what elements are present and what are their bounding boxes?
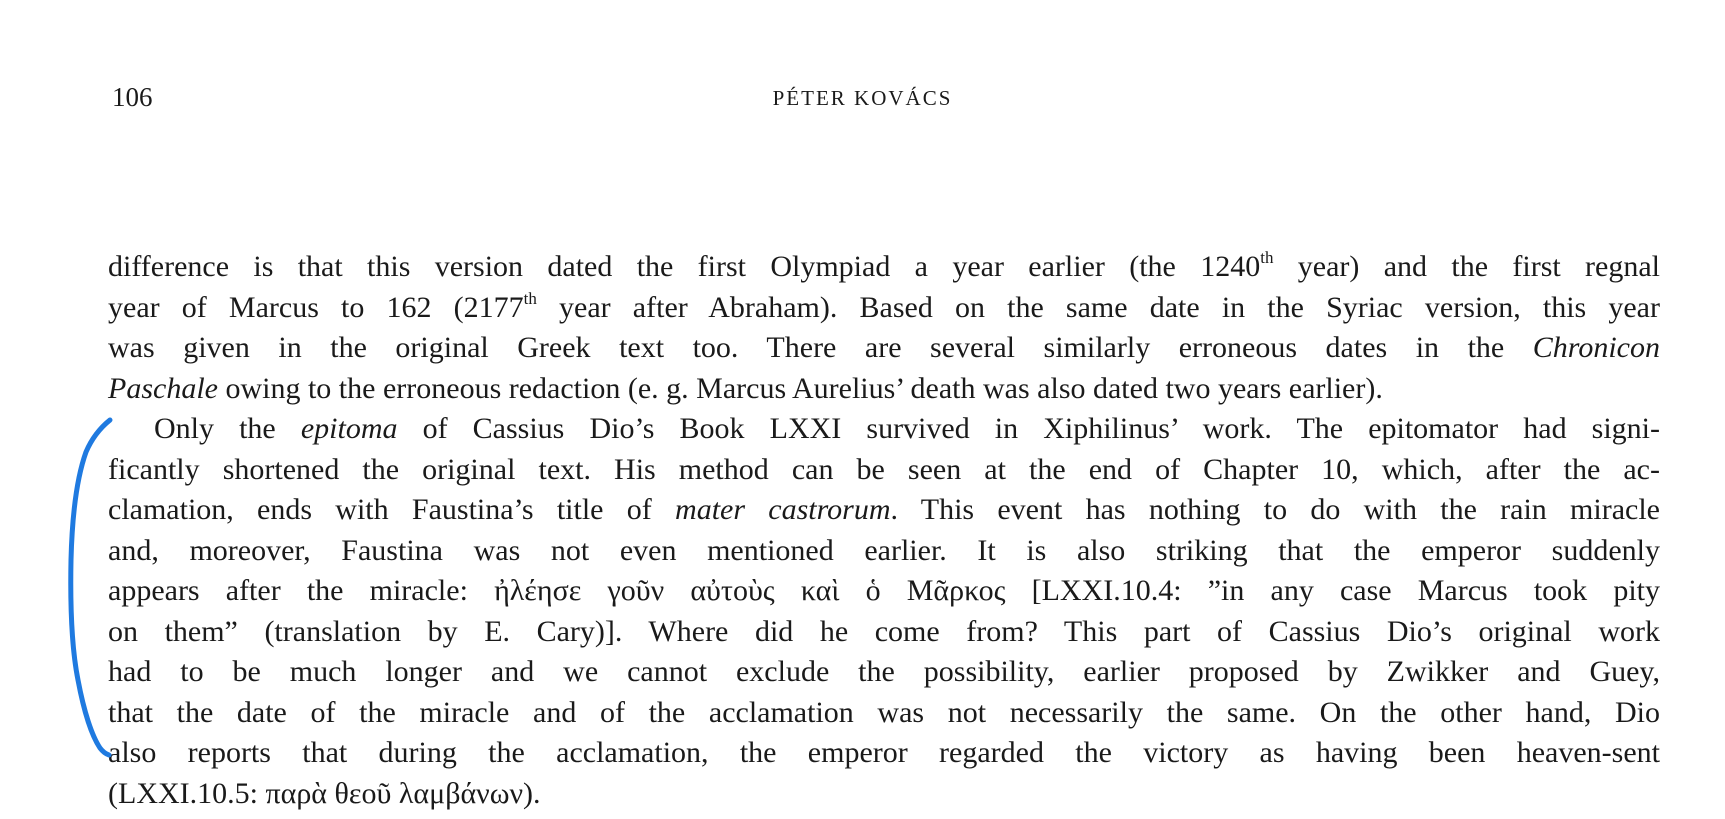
text-line: was given in the original Greek text too. There are several similarly erroneous dates in the Chronicon (108, 331, 1660, 364)
body-text (108, 247, 1660, 814)
text-line: appears after the miracle: ἠλέησε γοῦν αὐτοὺς καὶ ὁ Μᾶρκος [LXXI.10.4: ”in any case Marcus took pity (108, 574, 1660, 607)
text-line: and, moreover, Faustina was not even mentioned earlier. It is also striking that the emperor suddenly (108, 533, 1660, 567)
text-line: ficantly shortened the original text. His method can be seen at the end of Chapter 10, which, after the ac- (108, 452, 1660, 486)
paragraph-2 (108, 409, 1660, 814)
text-line: on them” (translation by E. Cary)]. Where did he come from? This part of Cassius Dio’s original work (108, 614, 1660, 648)
text-line: Paschale owing to the erroneous redaction (e. g. Marcus Aurelius’ death was also dated two years earlier). (108, 371, 1383, 405)
text-line: difference is that this version dated the first Olympiad a year earlier (the 1240th year) and the first regnal (108, 248, 1661, 283)
text-line: (LXXI.10.5: παρὰ θεοῦ λαμβάνων). (108, 776, 541, 810)
text-line: that the date of the miracle and of the acclamation was not necessarily the same. On the other hand, Dio (108, 695, 1660, 729)
text-line: clamation, ends with Faustina’s title of mater castrorum. This event has nothing to do with the rain miracle (108, 493, 1660, 526)
text-line: had to be much longer and we cannot exclude the possibility, earlier proposed by Zwikker and Guey, (108, 655, 1660, 688)
bracket-stroke (71, 420, 110, 755)
paragraph-1 (108, 247, 1660, 409)
page-number: 106 (112, 82, 153, 112)
text-line: year of Marcus to 162 (2177th year after Abraham). Based on the same date in the Syriac version, this year (108, 288, 1660, 324)
text-line: also reports that during the acclamation, the emperor regarded the victory as having been heaven-sent (108, 736, 1660, 769)
running-head: PÉTER KOVÁCS (772, 86, 953, 110)
text-line: Only the epitoma of Cassius Dio’s Book LXXI survived in Xiphilinus’ work. The epitomator had signi- (154, 412, 1660, 445)
